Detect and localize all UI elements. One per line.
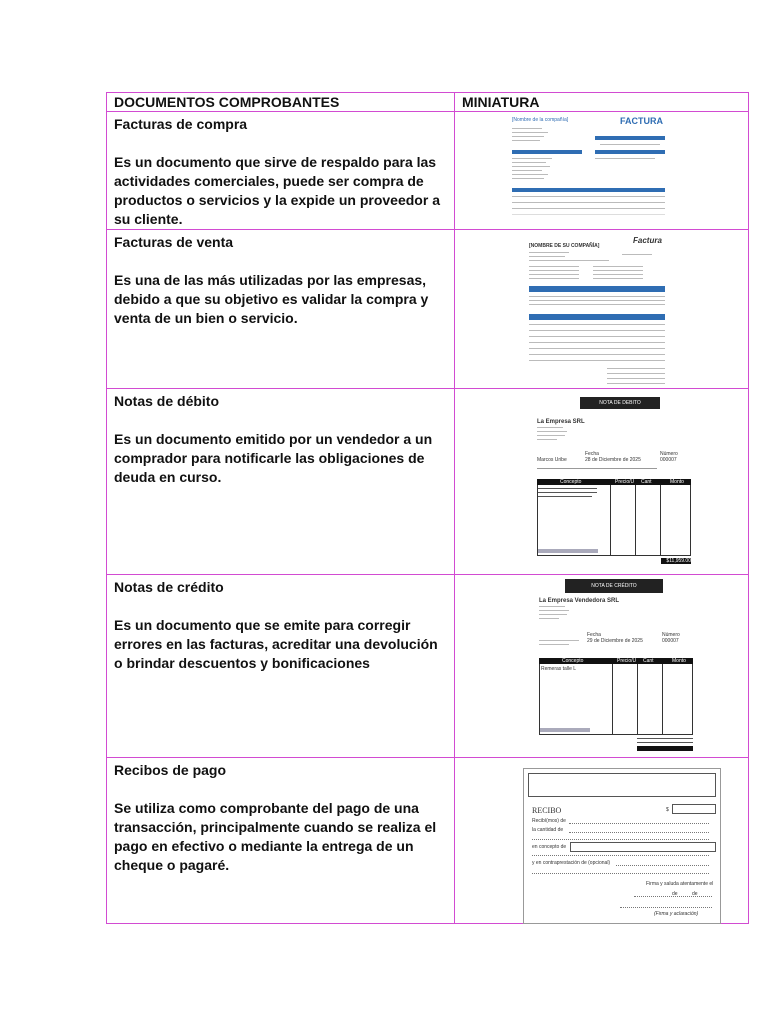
thumb-fecha: 28 de Diciembre de 2025 (585, 457, 641, 463)
factura-compra-thumbnail (510, 116, 670, 223)
table-row (107, 575, 749, 758)
thumb-concepto: en concepto de (532, 844, 567, 850)
thumb-cant-label: Cant (643, 658, 654, 664)
thumb-monto-label: Monto (670, 479, 684, 485)
row-title: Notas de débito (114, 393, 220, 409)
row-title: Notas de crédito (114, 579, 224, 595)
row-title: Recibos de pago (114, 762, 227, 778)
recibo-thumbnail (523, 768, 721, 924)
thumbnail-cell (455, 758, 749, 924)
thumb-company: La Empresa Vendedora SRL (539, 598, 620, 604)
thumb-firma-aclaracion: (Firma y aclaración) (654, 911, 699, 917)
thumb-precio-label: Precio/U (615, 479, 635, 485)
row-title: Facturas de compra (114, 116, 248, 132)
comprobantes-table (106, 92, 749, 924)
thumb-fecha-label: Fecha (587, 632, 601, 638)
row-text-cell (107, 575, 455, 758)
thumb-recibimos: Recibí(mos) de (532, 818, 566, 824)
thumb-cant-label: Cant (641, 479, 652, 485)
thumb-banner: NOTA DE DEBITO (580, 397, 660, 409)
header-row (107, 93, 749, 112)
thumb-cantidad: la cantidad de (532, 827, 564, 833)
row-description: Es una de las más utilizadas por las empresas, debido a que su objetivo es validar la compra y venta de un bien o servicio. (114, 272, 429, 326)
thumb-cliente: Marcos Uribe (537, 457, 567, 463)
thumb-de1: de (672, 891, 678, 897)
factura-venta-thumbnail (527, 236, 667, 388)
row-text-cell (107, 758, 455, 924)
thumb-de2: de (692, 891, 698, 897)
thumbnail-cell (455, 112, 749, 230)
thumb-item: Remeras talle L (541, 666, 577, 672)
row-description: Es un documento que sirve de respaldo para las actividades comerciales, puede ser compra de productos o servicios y la expide un proveedor a su cliente. (114, 154, 440, 227)
table-row (107, 230, 749, 389)
row-description: Es un documento emitido por un vendedor a un comprador para notificarle las obligaciones de deuda en curso. (114, 431, 433, 485)
thumbnail-cell (455, 575, 749, 758)
table-row (107, 112, 749, 230)
thumb-numero: 000007 (660, 457, 677, 463)
thumb-recibo-title: RECIBO (532, 806, 562, 815)
row-text-cell (107, 112, 455, 230)
thumb-precio-label: Precio/U (617, 658, 637, 664)
thumb-concepto-label: Concepto (562, 658, 584, 664)
thumbnail-cell (455, 230, 749, 389)
row-description: Se utiliza como comprobante del pago de una transacción, principalmente cuando se realiza el pago en efectivo o mediante la entrega de un cheque o pagaré. (114, 800, 437, 873)
thumb-company: [NOMBRE DE SU COMPAÑÍA] (529, 243, 600, 249)
thumb-recibo-currency: $ (666, 807, 669, 813)
thumb-banner: NOTA DE CRÉDITO (565, 579, 663, 593)
row-description: Es un documento que se emite para corregir errores en las facturas, acreditar una devolución o brindar descuentos y bonificaciones (114, 617, 438, 671)
thumb-numero-label: Número (662, 632, 680, 638)
thumb-contraprestacion: y en contraprestación de (opcional) (532, 860, 611, 866)
table-row (107, 389, 749, 575)
thumb-company: La Empresa SRL (537, 419, 585, 425)
nota-debito-thumbnail (535, 395, 693, 567)
thumb-firma: Firma y saluda atentamente el (646, 881, 714, 887)
nota-credito-thumbnail (537, 578, 695, 756)
row-text-cell (107, 230, 455, 389)
thumb-total: $11,959.00 (661, 558, 691, 564)
thumb-company: [Nombre de la compañía] (512, 117, 569, 123)
table-row (107, 758, 749, 924)
thumb-title: FACTURA (620, 116, 663, 126)
row-title: Facturas de venta (114, 234, 234, 250)
thumb-fecha-label: Fecha (585, 451, 599, 457)
thumb-numero: 000007 (662, 638, 679, 644)
thumb-fecha: 29 de Diciembre de 2025 (587, 638, 643, 644)
thumb-numero-label: Número (660, 451, 678, 457)
thumbnail-cell (455, 389, 749, 575)
thumb-title: Factura (633, 236, 662, 245)
header-miniatura: MINIATURA (455, 93, 749, 112)
header-documentos: DOCUMENTOS COMPROBANTES (107, 93, 455, 112)
row-text-cell (107, 389, 455, 575)
thumb-monto-label: Monto (672, 658, 686, 664)
thumb-concepto-label: Concepto (560, 479, 582, 485)
